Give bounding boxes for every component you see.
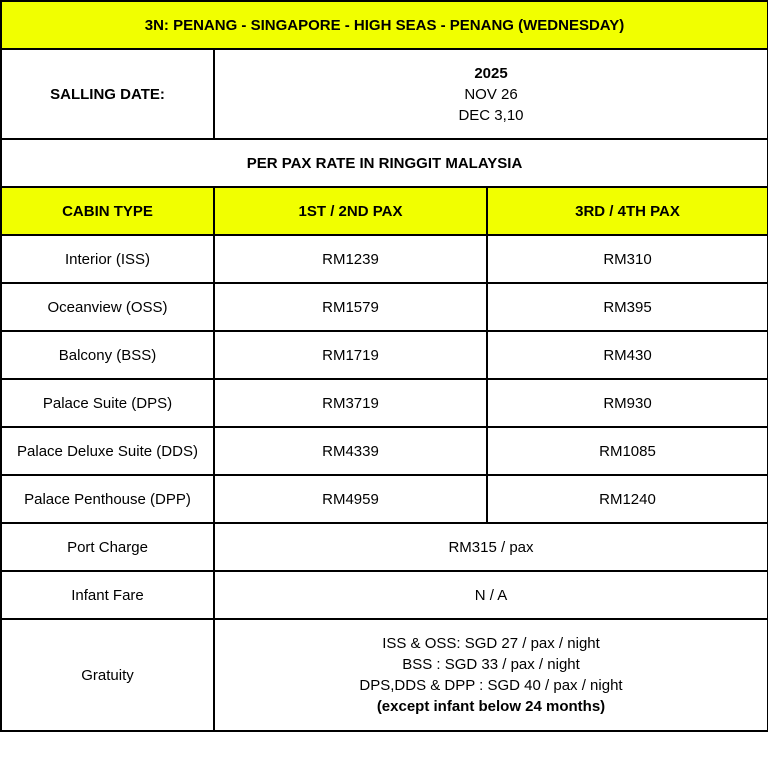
cruise-title: 3N: PENANG - SINGAPORE - HIGH SEAS - PENANG (WEDNESDAY) bbox=[1, 1, 768, 49]
rate-currency-note: PER PAX RATE IN RINGGIT MALAYSIA bbox=[1, 139, 768, 187]
cabin-name: Oceanview (OSS) bbox=[1, 283, 214, 331]
table-row bbox=[1, 283, 768, 331]
gratuity-label: Gratuity bbox=[1, 619, 214, 731]
rate-pax-3-4: RM430 bbox=[487, 331, 768, 379]
gratuity-note: (except infant below 24 months) bbox=[376, 698, 606, 715]
gratuity-details bbox=[214, 619, 768, 731]
rate-pax-1-2: RM3719 bbox=[214, 379, 487, 427]
rate-pax-3-4: RM310 bbox=[487, 235, 768, 283]
rate-pax-1-2: RM1239 bbox=[214, 235, 487, 283]
cabin-name: Palace Penthouse (DPP) bbox=[1, 475, 214, 523]
rate-pax-1-2: RM1719 bbox=[214, 331, 487, 379]
rate-pax-3-4: RM1085 bbox=[487, 427, 768, 475]
gratuity-line: DPS,DDS & DPP : SGD 40 / pax / night bbox=[359, 677, 623, 694]
sailing-year: 2025 bbox=[474, 64, 508, 82]
cabin-name: Balcony (BSS) bbox=[1, 331, 214, 379]
header-pax-1-2: 1ST / 2ND PAX bbox=[214, 187, 487, 235]
rate-pax-3-4: RM395 bbox=[487, 283, 768, 331]
header-pax-3-4: 3RD / 4TH PAX bbox=[487, 187, 768, 235]
table-row bbox=[1, 475, 768, 523]
rate-pax-1-2: RM4959 bbox=[214, 475, 487, 523]
infant-fare-value: N / A bbox=[214, 571, 768, 619]
port-charge-label: Port Charge bbox=[1, 523, 214, 571]
table-row bbox=[1, 331, 768, 379]
cabin-name: Palace Suite (DPS) bbox=[1, 379, 214, 427]
rate-pax-1-2: RM4339 bbox=[214, 427, 487, 475]
cabin-name: Interior (ISS) bbox=[1, 235, 214, 283]
rate-pax-3-4: RM1240 bbox=[487, 475, 768, 523]
table-row bbox=[1, 235, 768, 283]
table-row bbox=[1, 427, 768, 475]
cabin-name: Palace Deluxe Suite (DDS) bbox=[1, 427, 214, 475]
table-row bbox=[1, 379, 768, 427]
sailing-date: DEC 3,10 bbox=[458, 106, 524, 124]
rate-pax-3-4: RM930 bbox=[487, 379, 768, 427]
infant-fare-label: Infant Fare bbox=[1, 571, 214, 619]
rate-pax-1-2: RM1579 bbox=[214, 283, 487, 331]
sailing-date: NOV 26 bbox=[464, 85, 518, 103]
sailing-dates-cell bbox=[214, 49, 768, 139]
gratuity-line: BSS : SGD 33 / pax / night bbox=[402, 656, 580, 673]
sailing-date-label: SALLING DATE: bbox=[1, 49, 214, 139]
header-cabin-type: CABIN TYPE bbox=[1, 187, 214, 235]
port-charge-value: RM315 / pax bbox=[214, 523, 768, 571]
gratuity-line: ISS & OSS: SGD 27 / pax / night bbox=[382, 635, 600, 652]
